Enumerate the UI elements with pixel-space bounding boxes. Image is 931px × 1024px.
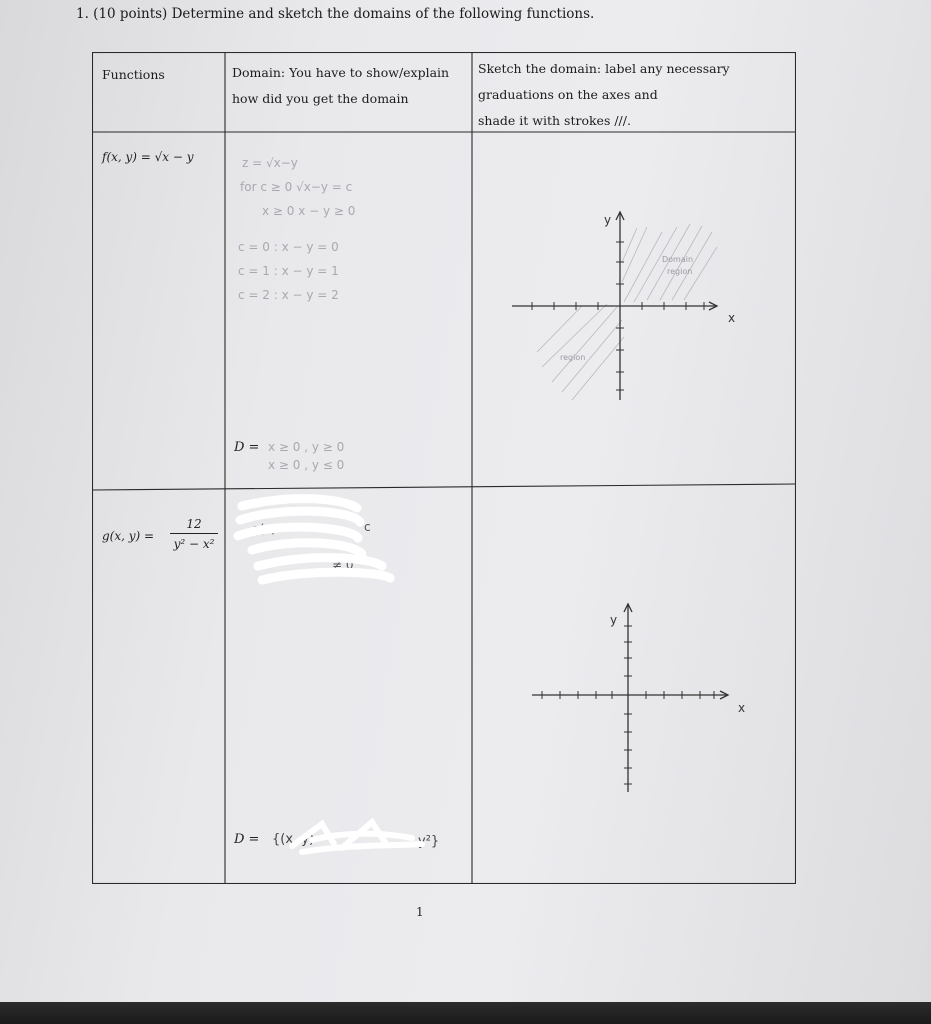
sketch-f-x-label: x	[728, 311, 736, 325]
question-heading: 1. (10 points) Determine and sketch the domains of the following functions.	[76, 6, 595, 22]
sketch-f-note-2: region	[667, 267, 693, 276]
header-sketch-line2: graduations on the axes and	[478, 87, 658, 102]
fraction-bar	[170, 533, 218, 534]
desk-surface	[0, 1002, 931, 1024]
domain-f-answer-line2: x ≥ 0 , y ≤ 0	[268, 458, 345, 472]
function-g-numerator: 12	[186, 517, 202, 531]
work-line-2: for c ≥ 0 √x−y = c	[240, 180, 353, 194]
redaction-scribble-2	[282, 814, 442, 864]
sketch-f-axes	[512, 192, 812, 402]
domain-f-answer-line1: x ≥ 0 , y ≥ 0	[268, 440, 345, 454]
work-line-3: x ≥ 0 x − y ≥ 0	[262, 204, 356, 218]
sketch-g-axes	[528, 584, 758, 794]
sketch-f-y-label: y	[604, 213, 612, 227]
work-g-fragment-3: ≠ 0	[332, 558, 354, 572]
domain-table	[92, 52, 796, 884]
sketch-g-x-label: x	[738, 701, 746, 715]
work-line-4: c = 0 : x − y = 0	[238, 240, 339, 254]
sketch-f-note-3: region	[560, 353, 586, 362]
header-functions	[102, 62, 165, 88]
redaction-scribble-1	[232, 492, 402, 592]
header-domain-line1: Domain: You have to show/explain	[232, 65, 450, 80]
function-f-label: f(x, y) = √x − y	[102, 150, 194, 164]
sketch-f-note-1: Domain	[662, 255, 694, 264]
domain-g-answer-end: y²}	[418, 834, 440, 849]
sketch-g-y-label: y	[610, 613, 618, 627]
work-line-1: z = √x−y	[242, 156, 298, 170]
domain-g-prefix: D =	[234, 832, 260, 847]
header-functions-text: Functions	[102, 67, 165, 82]
header-sketch-line1: Sketch the domain: label any necessary	[478, 61, 730, 76]
domain-f-prefix: D =	[234, 440, 260, 455]
header-domain-line2: how did you get the domain	[232, 91, 409, 106]
header-sketch	[478, 56, 730, 134]
work-g-fragment-2: c	[364, 520, 371, 534]
domain-g-answer-start: {(x, y)	[272, 832, 315, 847]
page-number: 1	[416, 905, 424, 919]
function-g-denominator: y² − x²	[173, 537, 215, 551]
work-line-5: c = 1 : x − y = 1	[238, 264, 339, 278]
work-line-6: c = 2 : x − y = 2	[238, 288, 339, 302]
work-g-fragment-1: g(x,	[252, 522, 276, 536]
header-sketch-line3: shade it with strokes ///.	[478, 113, 631, 128]
function-g-label: g(x, y) =	[102, 529, 155, 543]
header-domain	[232, 60, 449, 112]
